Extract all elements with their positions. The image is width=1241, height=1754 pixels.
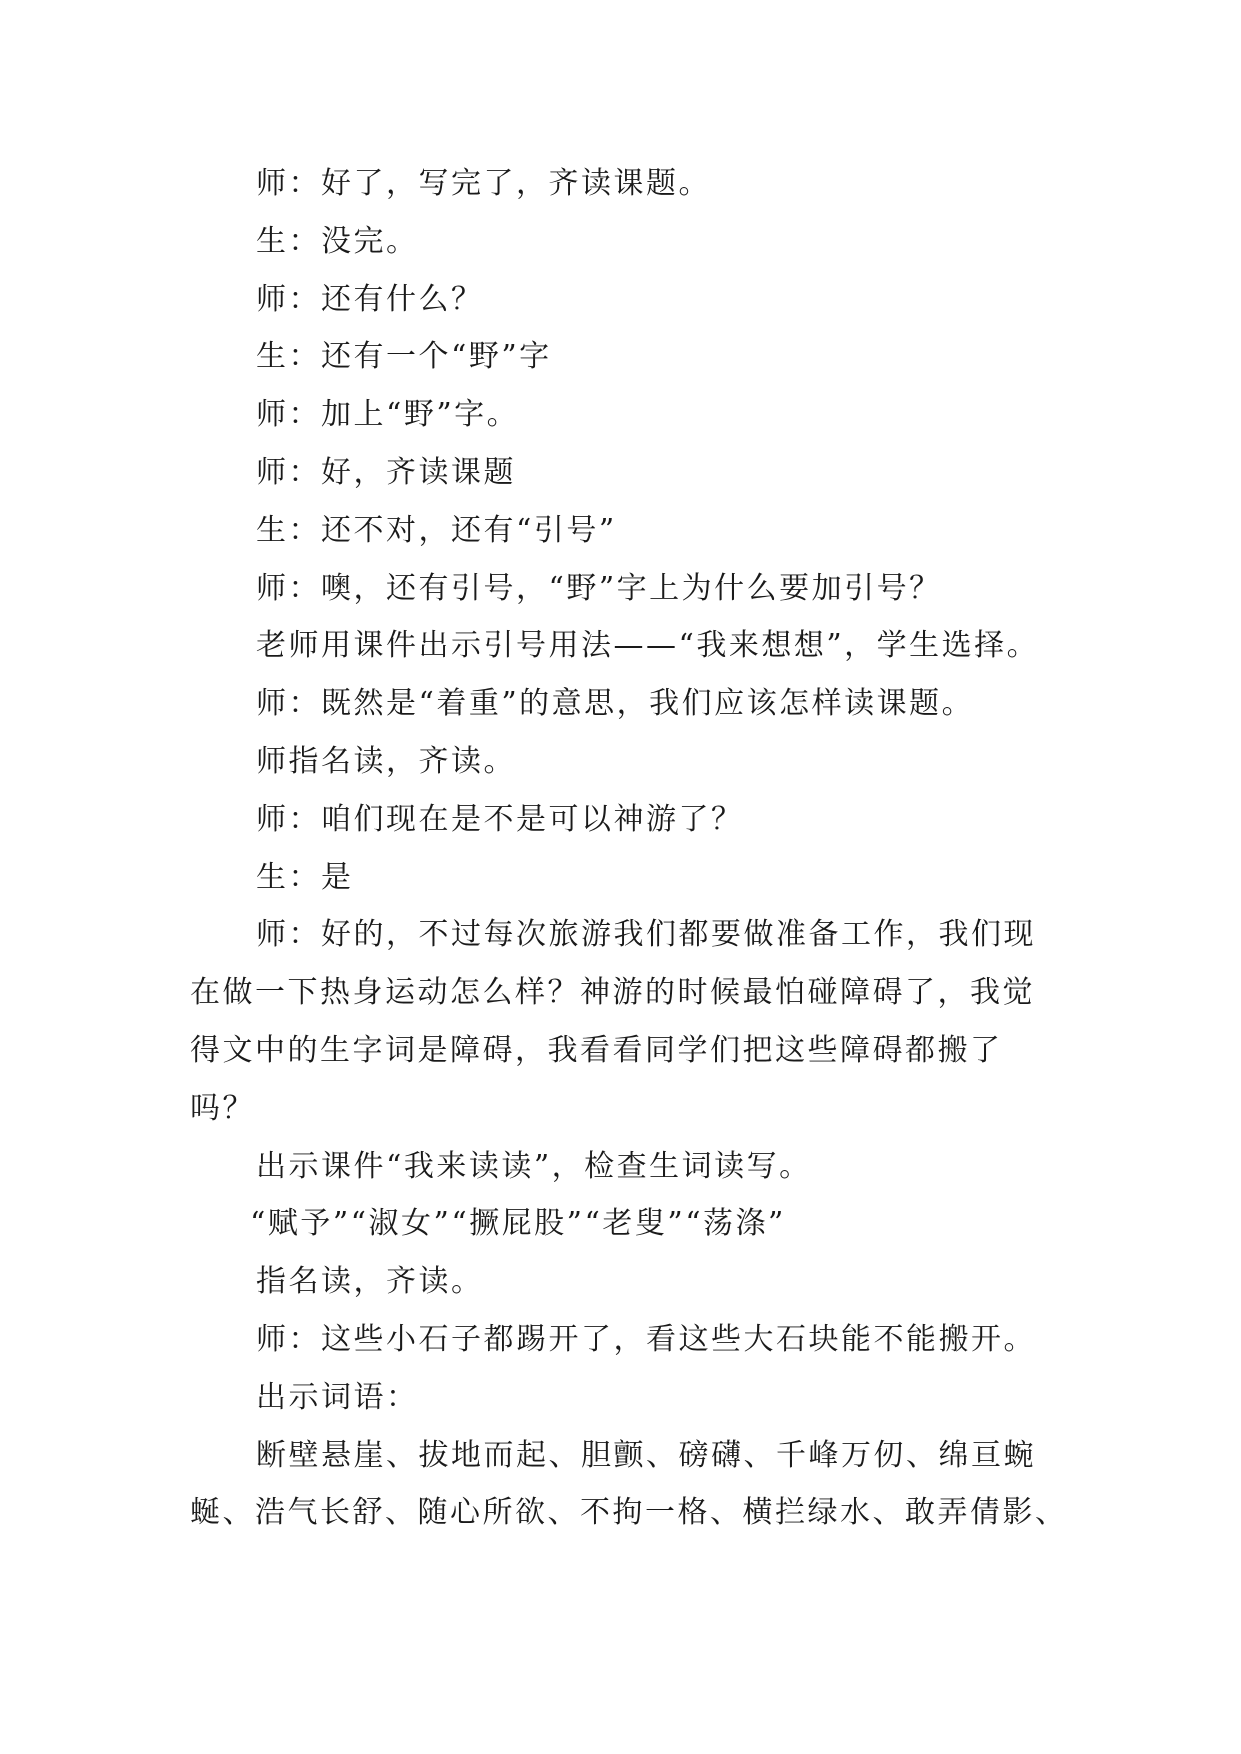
paragraph-16 — [190, 1195, 1070, 1253]
text-line: 蜒、浩气长舒、随心所欲、不拘一格、横拦绿水、敢弄倩影、 — [190, 1495, 1068, 1531]
text-line: 生：还有一个“野”字 — [256, 339, 552, 375]
paragraph-12 — [190, 791, 1070, 849]
paragraph-19 — [190, 1369, 1070, 1427]
paragraph-14-continuation — [190, 1022, 1070, 1080]
text-line: 师：这些小石子都踢开了，看这些大石块能不能搬开。 — [256, 1321, 1036, 1357]
paragraph-15 — [190, 1138, 1070, 1196]
text-line: 生：没完。 — [256, 223, 419, 259]
paragraph-4 — [190, 328, 1070, 386]
text-line: 指名读，齐读。 — [256, 1264, 484, 1300]
text-line: 师：噢，还有引号，“野”字上为什么要加引号？ — [256, 570, 942, 606]
paragraph-20-continuation — [190, 1484, 1070, 1542]
paragraph-9 — [190, 617, 1070, 675]
text-line: 师：还有什么？ — [256, 281, 484, 317]
text-line: 在做一下热身运动怎么样？神游的时候最怕碰障碍了，我觉 — [190, 975, 1035, 1011]
paragraph-18 — [190, 1311, 1070, 1369]
paragraph-8 — [190, 560, 1070, 618]
text-line: 出示课件“我来读读”，检查生词读写。 — [256, 1148, 812, 1184]
paragraph-6 — [190, 444, 1070, 502]
text-line: 得文中的生字词是障碍，我看看同学们把这些障碍都搬了 — [190, 1032, 1003, 1068]
paragraph-5 — [190, 386, 1070, 444]
paragraph-7 — [190, 502, 1070, 560]
paragraph-14 — [190, 906, 1070, 964]
paragraph-14-continuation — [190, 964, 1070, 1022]
text-line: 吗？ — [190, 1090, 255, 1126]
paragraph-14-continuation — [190, 1080, 1070, 1138]
paragraph-20 — [190, 1427, 1070, 1485]
text-line: 师：加上“野”字。 — [256, 397, 520, 433]
paragraph-1 — [190, 155, 1070, 213]
text-line: 出示词语： — [256, 1379, 419, 1415]
text-line: 师：咱们现在是不是可以神游了？ — [256, 801, 744, 837]
text-line: 生：是 — [256, 859, 354, 895]
text-line: 师指名读，齐读。 — [256, 743, 516, 779]
text-line: 生：还不对，还有“引号” — [256, 512, 617, 548]
paragraph-3 — [190, 271, 1070, 329]
text-line: “赋予”“淑女”“撅屁股”“老叟”“荡涤” — [250, 1206, 786, 1242]
text-line: 师：好，齐读课题 — [256, 454, 516, 490]
paragraph-11 — [190, 733, 1070, 791]
paragraph-10 — [190, 675, 1070, 733]
text-line: 师：好的，不过每次旅游我们都要做准备工作，我们现 — [256, 917, 1036, 953]
paragraph-2 — [190, 213, 1070, 271]
text-line: 师：既然是“着重”的意思，我们应该怎样读课题。 — [256, 686, 975, 722]
text-line: 断壁悬崖、拔地而起、胆颤、磅礴、千峰万仞、绵亘蜿 — [256, 1437, 1036, 1473]
text-line: 师：好了，写完了，齐读课题。 — [256, 166, 711, 201]
document-body — [190, 155, 1070, 1542]
paragraph-13 — [190, 849, 1070, 907]
paragraph-17 — [190, 1253, 1070, 1311]
text-line: 老师用课件出示引号用法——“我来想想”，学生选择。 — [256, 628, 1040, 664]
